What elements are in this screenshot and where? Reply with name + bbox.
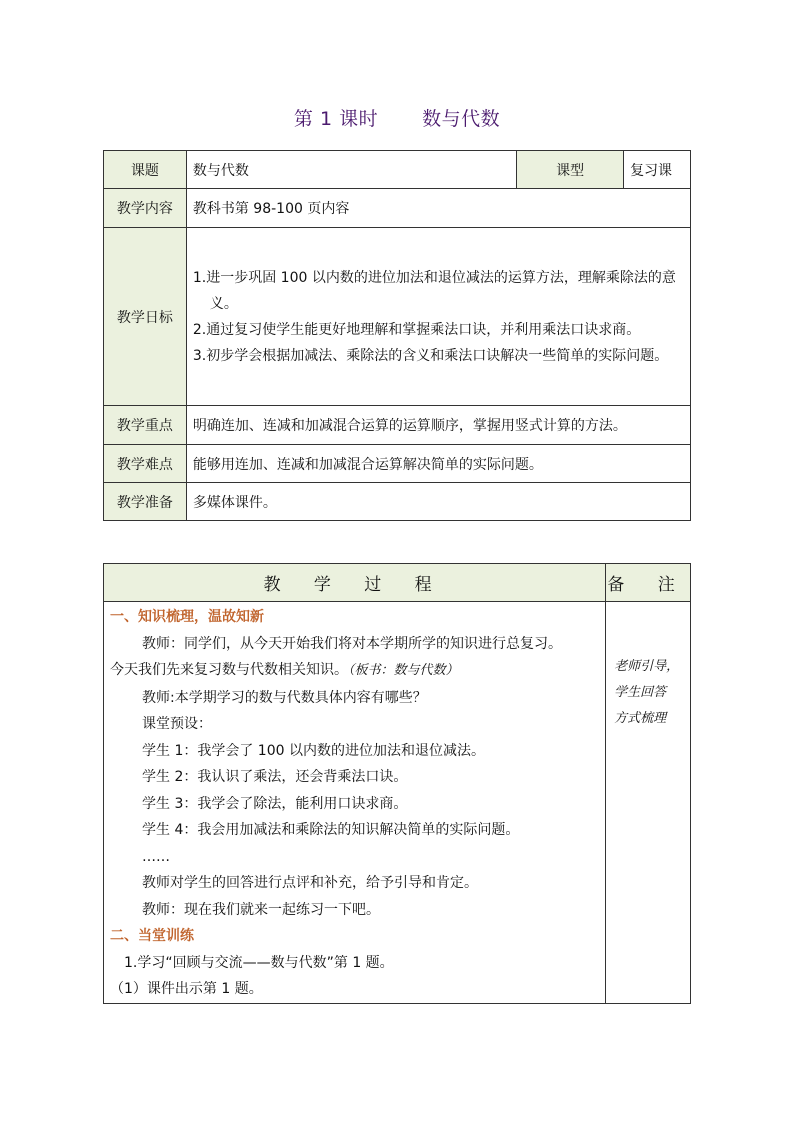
board-note: （板书：数与代数）: [348, 663, 459, 678]
student-answer: 学生 4：我会用加减法和乘除法的知识解决简单的实际问题。: [142, 822, 520, 838]
goal-item: 2.通过复习使学生能更好地理解和掌握乘法口诀，并利用乘法口诀求商。: [192, 321, 641, 338]
goals-label: 教学日标: [104, 228, 187, 406]
key-label: 教学重点: [104, 406, 187, 445]
student-answer: 学生 1：我学会了 100 以内数的进位加法和退位减法。: [142, 742, 485, 759]
student-answer: 学生 2：我认识了乘法，还会背乘法口诀。: [142, 769, 408, 785]
paragraph: 教师:本学期学习的数与代数具体内容有哪些？: [142, 689, 427, 706]
goal-item: 1.进一步巩固 100 以内数的进位加法和退位减法的运算方法，理解乘除法的意义。: [192, 269, 676, 312]
content-label: 教学内容: [104, 189, 187, 228]
goals-row: [104, 228, 691, 406]
goal-item: 3.初步学会根据加减法、乘除法的含义和乘法口诀解决一些简单的实际问题。: [192, 347, 669, 364]
paragraph: 教师：同学们，从今天开始我们将对本学期所学的知识进行总复习。: [142, 635, 562, 652]
topic-row: [104, 151, 691, 189]
lesson-topic: 数与代数: [422, 108, 501, 130]
student-answer: 学生 3：我学会了除法，能利用口诀求商。: [142, 795, 408, 812]
ellipsis: ……: [142, 848, 170, 865]
process-body-row: [104, 602, 691, 1004]
prep-label: 教学准备: [104, 483, 187, 521]
exercise-step: （1）课件出示第 1 题。: [110, 981, 263, 997]
paragraph: [110, 657, 599, 685]
topic-value: 数与代数: [186, 151, 516, 189]
paragraph: 课堂预设：: [142, 716, 212, 732]
process-table: [103, 563, 691, 1004]
note-line: 学生回答: [614, 685, 667, 700]
goals-list: [186, 228, 690, 406]
key-row: [104, 406, 691, 445]
exercise-item: 1.学习“回顾与交流——数与代数”第 1 题。: [124, 954, 394, 971]
topic-label: 课题: [104, 151, 187, 189]
type-label: 课型: [517, 151, 624, 189]
note-line: 方式梳理: [614, 711, 667, 726]
process-header: 教 学 过 程: [104, 564, 606, 602]
difficult-label: 教学难点: [104, 445, 187, 483]
difficult-row: [104, 445, 691, 483]
prep-row: [104, 483, 691, 521]
process-header-row: [104, 564, 691, 602]
type-value: 复习课: [624, 151, 691, 189]
difficult-value: 能够用连加、连减和加减混合运算解决简单的实际问题。: [186, 445, 690, 483]
prep-value: 多媒体课件。: [186, 483, 690, 521]
content-value: 教科书第 98-100 页内容: [186, 189, 690, 228]
key-value: 明确连加、连减和加减混合运算的运算顺序，掌握用竖式计算的方法。: [186, 406, 690, 445]
paragraph-text: 今天我们先来复习数与代数相关知识。: [110, 662, 348, 678]
lesson-number: 第 1 课时: [293, 108, 379, 130]
notes-content: [606, 602, 691, 1004]
paragraph: 教师：现在我们就来一起练习一下吧。: [142, 901, 380, 918]
section-heading: 一、知识梳理，温故知新: [110, 609, 264, 625]
content-row: [104, 189, 691, 228]
note-line: 老师引导，: [614, 659, 680, 674]
lesson-info-table: [103, 150, 691, 521]
section-heading: 二、当堂训练: [110, 928, 194, 944]
process-content: [104, 602, 606, 1004]
page-title: [0, 104, 794, 131]
paragraph: 教师对学生的回答进行点评和补充，给予引导和肯定。: [142, 875, 478, 891]
notes-header: 备 注: [606, 564, 691, 602]
